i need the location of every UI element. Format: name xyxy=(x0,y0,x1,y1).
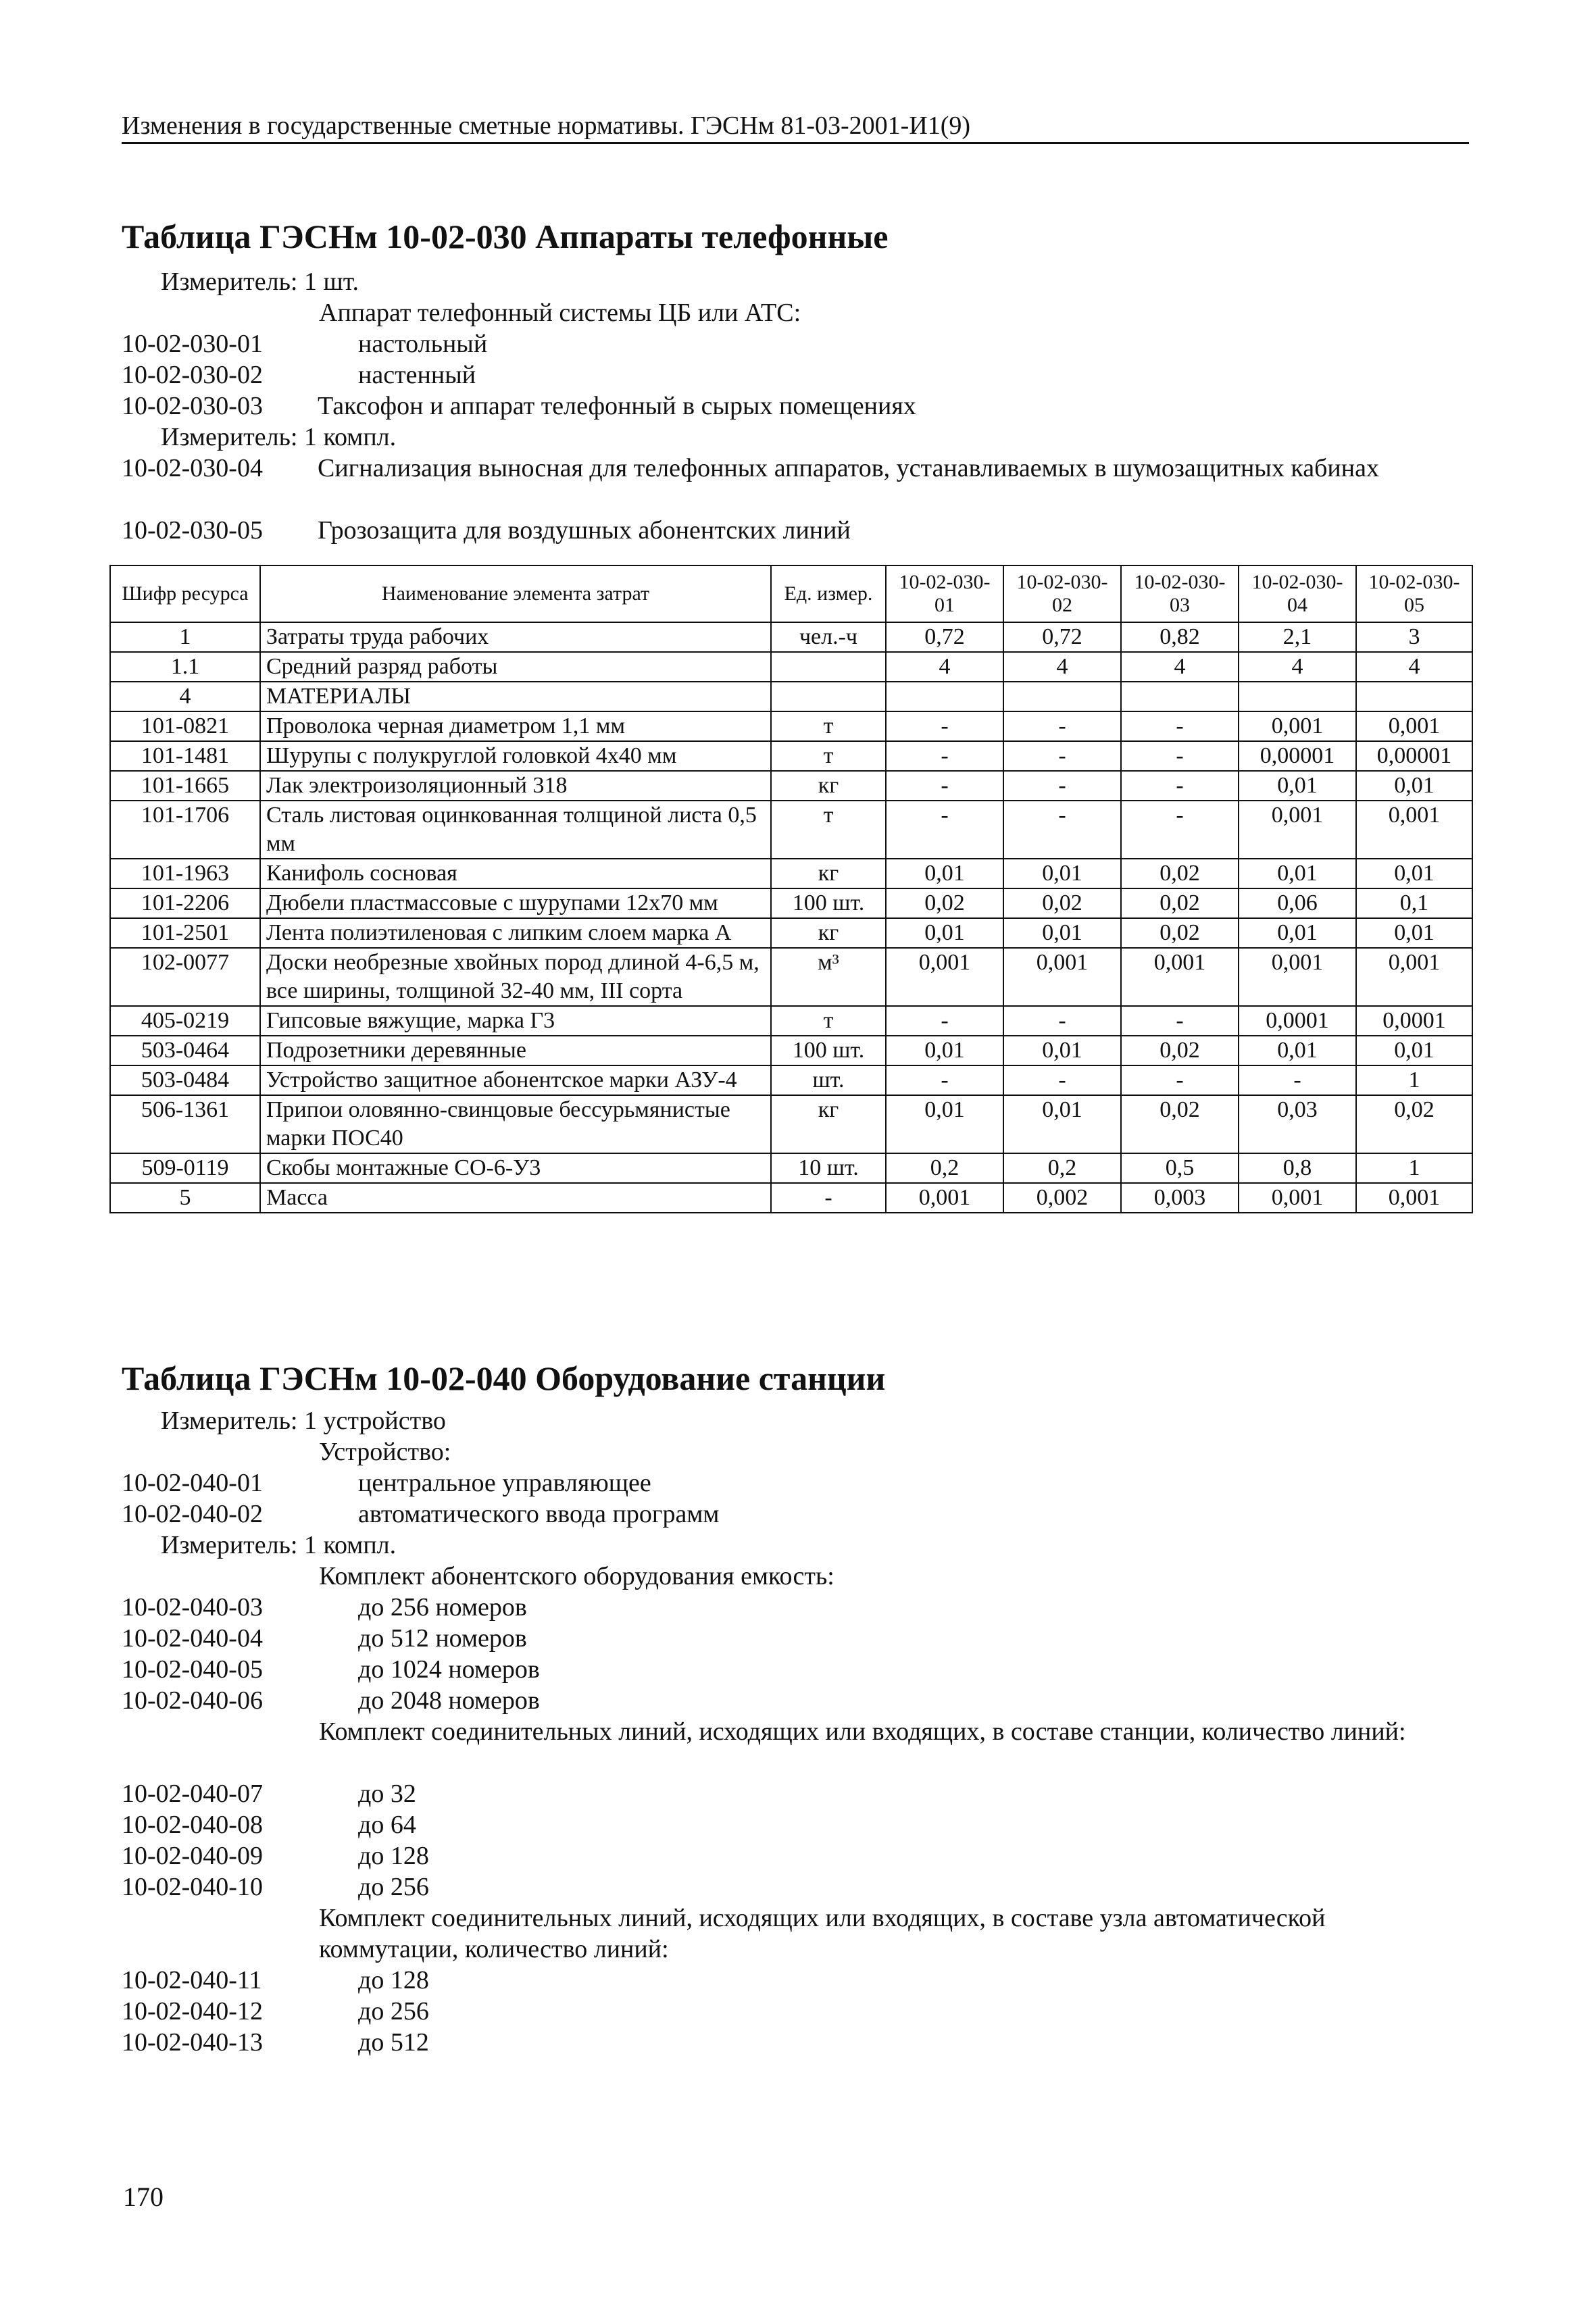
norm-value: 0,01 xyxy=(886,1036,1003,1065)
col-header: Ед. измер. xyxy=(771,565,886,622)
resource-code: 405-0219 xyxy=(110,1006,260,1036)
resource-code: 1 xyxy=(110,622,260,652)
item-code: 10-02-030-04 xyxy=(122,454,263,482)
col-header: Шифр ресурса xyxy=(110,565,260,622)
resource-code: 1.1 xyxy=(110,652,260,682)
resource-code: 101-1665 xyxy=(110,771,260,801)
norm-value: 0,82 xyxy=(1121,622,1239,652)
norm-value: 0,001 xyxy=(1121,948,1239,1006)
norm-value: 0,72 xyxy=(1003,622,1121,652)
running-header: Изменения в государственные сметные нормативы. ГЭСНм 81-03-2001-И1(9) xyxy=(122,111,1469,144)
unit: кг xyxy=(771,771,886,801)
item-text: до 128 xyxy=(358,1842,429,1870)
table-row xyxy=(110,918,1472,948)
table1-group-1: Аппарат телефонный системы ЦБ или АТС: xyxy=(319,299,801,327)
materials-header-row xyxy=(110,682,1472,711)
norm-value: 0,001 xyxy=(1239,1183,1356,1213)
norm-value: 0,01 xyxy=(1003,1095,1121,1153)
col-header: 10-02-030-05 xyxy=(1356,565,1472,622)
item-code: 10-02-040-02 xyxy=(122,1500,263,1528)
resource-code: 101-1481 xyxy=(110,741,260,771)
table-header-row xyxy=(110,565,1472,622)
norm-value: 0,01 xyxy=(1003,918,1121,948)
norm-value: - xyxy=(1003,711,1121,741)
item-text: Грозозащита для воздушных абонентских линий xyxy=(318,516,851,545)
resource-code: 101-1963 xyxy=(110,859,260,888)
item-code: 10-02-040-10 xyxy=(122,1873,263,1901)
resource-code: 101-2206 xyxy=(110,888,260,918)
norm-value: 1 xyxy=(1356,1153,1472,1183)
item-text: до 1024 номеров xyxy=(358,1655,540,1684)
unit: т xyxy=(771,801,886,859)
norm-value: 0,02 xyxy=(1121,1095,1239,1153)
table2-group: Комплект соединительных линий, исходящих или входящих, в составе станции, количество линий: xyxy=(319,1717,1406,1746)
norm-value: - xyxy=(1121,1006,1239,1036)
norm-value: 0,0001 xyxy=(1356,1006,1472,1036)
unit: - xyxy=(771,1183,886,1213)
norm-value: 0,02 xyxy=(1356,1095,1472,1153)
item-code: 10-02-040-07 xyxy=(122,1780,263,1808)
norm-value: 0,01 xyxy=(1356,918,1472,948)
table-row xyxy=(110,1095,1472,1153)
table-row xyxy=(110,1006,1472,1036)
col-header: 10-02-030-01 xyxy=(886,565,1003,622)
norm-value: 4 xyxy=(1356,652,1472,682)
norm-value: 0,01 xyxy=(1356,859,1472,888)
norm-value: - xyxy=(886,771,1003,801)
cost-element-name: Канифоль сосновая xyxy=(260,859,771,888)
cost-element-name: Лак электроизоляционный 318 xyxy=(260,771,771,801)
norm-value: - xyxy=(1003,1006,1121,1036)
norm-value: - xyxy=(1003,1065,1121,1095)
norm-value: 0,001 xyxy=(886,1183,1003,1213)
norm-value: 0,01 xyxy=(886,859,1003,888)
norm-value: 0,001 xyxy=(1356,948,1472,1006)
item-text: до 256 номеров xyxy=(358,1593,527,1621)
item-text: автоматического ввода программ xyxy=(358,1500,720,1528)
norm-value: 4 xyxy=(1003,652,1121,682)
norm-value: 0,01 xyxy=(886,1095,1003,1153)
item-code: 10-02-030-05 xyxy=(122,516,263,545)
cost-element-name: Припои оловянно-свинцовые бессурьмянистые марки ПОС40 xyxy=(260,1095,771,1153)
item-text: до 256 xyxy=(358,1873,429,1901)
norm-value: 0,02 xyxy=(1121,859,1239,888)
item-code: 10-02-040-01 xyxy=(122,1469,263,1497)
norm-value: 0,01 xyxy=(1003,1036,1121,1065)
norm-value: - xyxy=(1121,711,1239,741)
norm-value: - xyxy=(1003,741,1121,771)
unit: т xyxy=(771,741,886,771)
col-header: Наименование элемента затрат xyxy=(260,565,771,622)
table-row xyxy=(110,652,1472,682)
norm-value: 0,00001 xyxy=(1239,741,1356,771)
norm-value: 0,0001 xyxy=(1239,1006,1356,1036)
norm-value: 0,02 xyxy=(1121,918,1239,948)
table2-title: Таблица ГЭСНм 10-02-040 Оборудование станции xyxy=(122,1359,886,1397)
norm-value: 0,06 xyxy=(1239,888,1356,918)
norm-value: 4 xyxy=(886,652,1003,682)
norm-value: - xyxy=(1121,741,1239,771)
item-text: настольный xyxy=(358,330,488,358)
norm-value: 0,001 xyxy=(886,948,1003,1006)
table2-measure: Измеритель: 1 устройство xyxy=(161,1407,446,1435)
unit: кг xyxy=(771,859,886,888)
item-text: до 256 xyxy=(358,1997,429,2026)
norm-value: 0,02 xyxy=(1121,888,1239,918)
norm-value: 0,001 xyxy=(1356,801,1472,859)
item-text: до 512 номеров xyxy=(358,1624,527,1653)
item-code: 10-02-040-03 xyxy=(122,1593,263,1621)
table-row xyxy=(110,741,1472,771)
norm-value: 0,002 xyxy=(1003,1183,1121,1213)
table2-measure: Измеритель: 1 компл. xyxy=(161,1531,397,1559)
norm-value: 0,001 xyxy=(1356,711,1472,741)
norm-value: - xyxy=(886,801,1003,859)
norm-value: - xyxy=(886,741,1003,771)
table-row xyxy=(110,1153,1472,1183)
cost-element-name: Лента полиэтиленовая с липким слоем марка А xyxy=(260,918,771,948)
resource-code: 509-0119 xyxy=(110,1153,260,1183)
unit: 100 шт. xyxy=(771,1036,886,1065)
materials-code: 4 xyxy=(110,682,260,711)
norm-value: - xyxy=(1121,1065,1239,1095)
resource-code: 503-0464 xyxy=(110,1036,260,1065)
item-code: 10-02-040-06 xyxy=(122,1686,263,1715)
cost-element-name: Проволока черная диаметром 1,1 мм xyxy=(260,711,771,741)
norm-value: 0,003 xyxy=(1121,1183,1239,1213)
item-code: 10-02-040-09 xyxy=(122,1842,263,1870)
resource-code: 5 xyxy=(110,1183,260,1213)
resource-table xyxy=(109,565,1473,1213)
table-row xyxy=(110,948,1472,1006)
norm-value: 0,001 xyxy=(1239,711,1356,741)
table2-group: Комплект абонентского оборудования емкость: xyxy=(319,1562,834,1590)
item-text: Сигнализация выносная для телефонных аппаратов, устанавливаемых в шумозащитных кабинах xyxy=(318,454,1379,482)
unit: кг xyxy=(771,918,886,948)
norm-value: 0,2 xyxy=(1003,1153,1121,1183)
norm-value: 0,001 xyxy=(1239,801,1356,859)
table-row xyxy=(110,801,1472,859)
norm-value: 0,01 xyxy=(886,918,1003,948)
item-text: до 128 xyxy=(358,1966,429,1994)
table-row xyxy=(110,1065,1472,1095)
item-code: 10-02-040-05 xyxy=(122,1655,263,1684)
unit: кг xyxy=(771,1095,886,1153)
resource-code: 101-2501 xyxy=(110,918,260,948)
norm-value: 0,01 xyxy=(1239,1036,1356,1065)
cost-element-name: Шурупы с полукруглой головкой 4х40 мм xyxy=(260,741,771,771)
table-row xyxy=(110,888,1472,918)
item-text: до 512 xyxy=(358,2028,429,2057)
norm-value: 0,01 xyxy=(1356,771,1472,801)
resource-code: 503-0484 xyxy=(110,1065,260,1095)
norm-value: - xyxy=(886,1006,1003,1036)
norm-value: 0,01 xyxy=(1003,859,1121,888)
cost-element-name: Скобы монтажные СО-6-У3 xyxy=(260,1153,771,1183)
resource-code: 101-0821 xyxy=(110,711,260,741)
norm-value: - xyxy=(886,1065,1003,1095)
table2-group: Комплект соединительных линий, исходящих или входящих, в составе узла автоматической коммутации, количество линий: xyxy=(319,1904,1326,1963)
unit: 10 шт. xyxy=(771,1153,886,1183)
item-text: настенный xyxy=(358,361,476,389)
item-text: до 32 xyxy=(358,1780,416,1808)
col-header: 10-02-030-03 xyxy=(1121,565,1239,622)
table1-title: Таблица ГЭСНм 10-02-030 Аппараты телефонные xyxy=(122,218,889,255)
item-code: 10-02-040-13 xyxy=(122,2028,263,2057)
unit xyxy=(771,652,886,682)
materials-label: МАТЕРИАЛЫ xyxy=(260,682,771,711)
norm-value: 0,01 xyxy=(1239,918,1356,948)
table-row xyxy=(110,771,1472,801)
cost-element-name: Дюбели пластмассовые с шурупами 12х70 мм xyxy=(260,888,771,918)
col-header: 10-02-030-04 xyxy=(1239,565,1356,622)
norm-value: 0,00001 xyxy=(1356,741,1472,771)
page-number: 170 xyxy=(123,2182,164,2212)
norm-value: 0,03 xyxy=(1239,1095,1356,1153)
norm-value: 0,01 xyxy=(1239,771,1356,801)
item-text: до 2048 номеров xyxy=(358,1686,540,1715)
table-row xyxy=(110,1036,1472,1065)
norm-value: 0,2 xyxy=(886,1153,1003,1183)
item-code: 10-02-040-12 xyxy=(122,1997,263,2026)
unit: шт. xyxy=(771,1065,886,1095)
norm-value: 0,5 xyxy=(1121,1153,1239,1183)
norm-value: 0,8 xyxy=(1239,1153,1356,1183)
norm-value: 1 xyxy=(1356,1065,1472,1095)
norm-value: 3 xyxy=(1356,622,1472,652)
norm-value: 0,02 xyxy=(1121,1036,1239,1065)
item-text: Таксофон и аппарат телефонный в сырых помещениях xyxy=(318,392,916,420)
norm-value: - xyxy=(1239,1065,1356,1095)
item-code: 10-02-030-01 xyxy=(122,330,263,358)
cost-element-name: Доски необрезные хвойных пород длиной 4-6,5 м, все ширины, толщиной 32-40 мм, III сорта xyxy=(260,948,771,1006)
unit: м³ xyxy=(771,948,886,1006)
norm-value: 0,01 xyxy=(1356,1036,1472,1065)
table-row xyxy=(110,1183,1472,1213)
norm-value: 4 xyxy=(1121,652,1239,682)
norm-value: - xyxy=(1121,801,1239,859)
item-code: 10-02-040-04 xyxy=(122,1624,263,1653)
cost-element-name: Средний разряд работы xyxy=(260,652,771,682)
resource-code: 101-1706 xyxy=(110,801,260,859)
cost-element-name: Затраты труда рабочих xyxy=(260,622,771,652)
norm-value: 0,02 xyxy=(1003,888,1121,918)
unit: т xyxy=(771,1006,886,1036)
cost-element-name: Гипсовые вяжущие, марка Г3 xyxy=(260,1006,771,1036)
norm-value: 0,1 xyxy=(1356,888,1472,918)
cost-element-name: Устройство защитное абонентское марки АЗУ-4 xyxy=(260,1065,771,1095)
col-header: 10-02-030-02 xyxy=(1003,565,1121,622)
norm-value: - xyxy=(1003,801,1121,859)
table1-measure-1: Измеритель: 1 шт. xyxy=(161,268,359,296)
item-code: 10-02-030-03 xyxy=(122,392,263,420)
unit: 100 шт. xyxy=(771,888,886,918)
resource-code: 102-0077 xyxy=(110,948,260,1006)
cost-element-name: Масса xyxy=(260,1183,771,1213)
table-row xyxy=(110,711,1472,741)
item-code: 10-02-030-02 xyxy=(122,361,263,389)
norm-value: - xyxy=(1121,771,1239,801)
cost-element-name: Подрозетники деревянные xyxy=(260,1036,771,1065)
resource-code: 506-1361 xyxy=(110,1095,260,1153)
norm-value: 0,001 xyxy=(1356,1183,1472,1213)
unit: т xyxy=(771,711,886,741)
table-row xyxy=(110,622,1472,652)
norm-value: 0,02 xyxy=(886,888,1003,918)
norm-value: 0,001 xyxy=(1003,948,1121,1006)
norm-value: 2,1 xyxy=(1239,622,1356,652)
item-text: до 64 xyxy=(358,1811,416,1839)
norm-value: 4 xyxy=(1239,652,1356,682)
norm-value: 0,001 xyxy=(1239,948,1356,1006)
item-code: 10-02-040-11 xyxy=(122,1966,262,1994)
item-text: центральное управляющее xyxy=(358,1469,651,1497)
table-row xyxy=(110,859,1472,888)
table1-measure-2: Измеритель: 1 компл. xyxy=(161,423,397,451)
table2-group: Устройство: xyxy=(319,1438,451,1466)
cost-element-name: Сталь листовая оцинкованная толщиной листа 0,5 мм xyxy=(260,801,771,859)
unit: чел.-ч xyxy=(771,622,886,652)
norm-value: 0,72 xyxy=(886,622,1003,652)
item-code: 10-02-040-08 xyxy=(122,1811,263,1839)
norm-value: - xyxy=(1003,771,1121,801)
norm-value: 0,01 xyxy=(1239,859,1356,888)
norm-value: - xyxy=(886,711,1003,741)
